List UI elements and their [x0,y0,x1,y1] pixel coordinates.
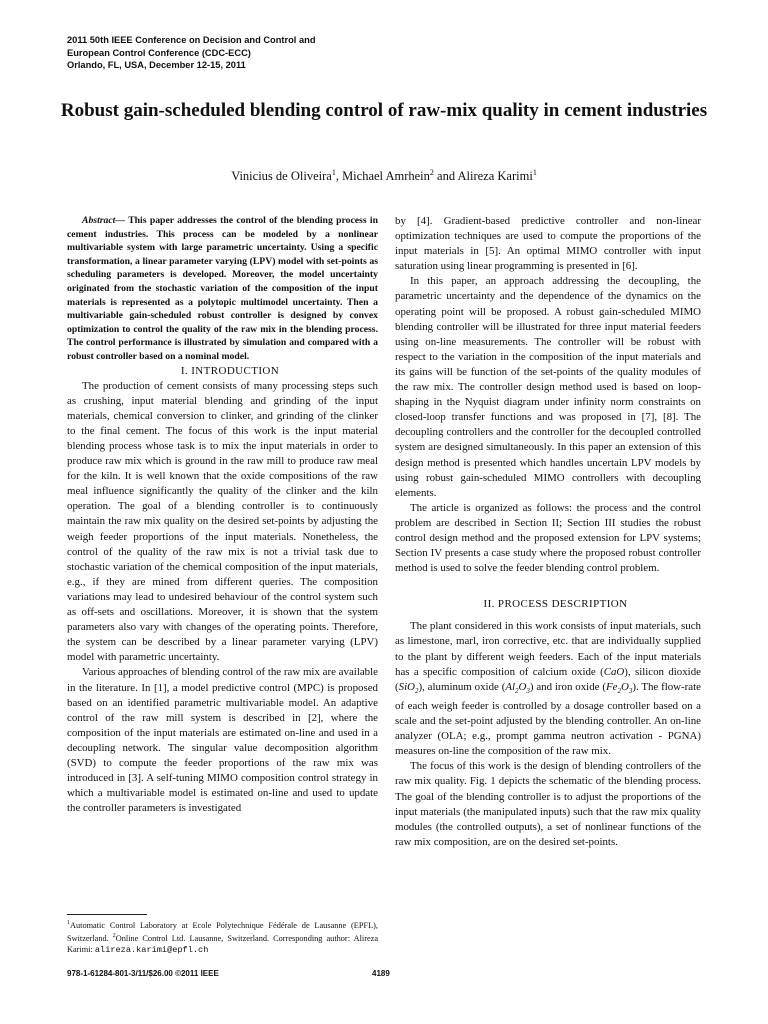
process-paragraph: The focus of this work is the design of blending controllers of the raw mix quality. Fig. 1 depicts the schematic of the blending process. The goal of the blending controller is to adjust the proportions of the input materials (the manipulated inputs) such that the raw mix quality modules (the controlled outputs), a set of nonlinear functions of the raw mix composition, are on the desired set-points. [395,760,701,848]
author-list [60,168,708,184]
author-name: Alireza Karimi [457,169,533,184]
conference-line-1: 2011 50th IEEE Conference on Decision and Control and [67,35,316,45]
author-name: Michael Amrhein [342,169,430,184]
footnote-text: Automatic Control Laboratory at Ecole Polytechnique Fédérale de Lausanne (EPFL), Switzerland. [67,920,378,944]
formula-subscript: 2 [617,686,621,695]
intro-paragraph: Various approaches of blending control of the raw mix are available in the literature. In [1], a model predictive control (MPC) is proposed based on an identified parametric multivariable model. An adaptive control of the raw mill system is described in [2], where the composition of the input materials are estimated on-line and used in a decoupling network. The singular value decomposition algorithm (SVD) to compute the feeder proportions of the raw mix was introduced in [3]. A self-tuning MIMO composition control strategy in which a multivariable model is estimated on-line and used to update the controller parameters is investigated [67,666,378,815]
formula-part: Al [505,680,516,693]
footnote-mark: 2 [112,933,116,940]
affiliation-mark: 2 [429,168,434,177]
intro-paragraph: The production of cement consists of many processing steps such as crushing, input material blending and grinding of the input materials, chemical conversion to clinker, and grinding of the clinker to the final cement. The focus of this work is the input material blending process whose task is to mix the input materials in order to produce raw mix which is ground in the raw mill to produce raw meal for the kiln. It is well known that the oxide compositions of the raw meal influence significantly the quality of the clinker and the kiln operation. The goal of a blending controller is to continuously maintain the raw mix quality on the desired set-points by adjusting the weigh feeder proportions of the input materials. Nonetheless, the control of the quality of the raw mix is not a trivial task due to stochastic variation of the chemical composition of the input materials, e.g., if they are mined from different queries. The composition variations may lead to undesired behaviour of the control system such as off-sets and oscillations. Moreover, it is shown that the system parameters also vary with changes of the operating points. Therefore, the system can be described by a linear parameter varying (LPV) model with parametric uncertainty. [67,379,378,664]
conference-line-2: European Control Conference (CDC-ECC) [67,47,251,58]
section-heading-process-description: II. PROCESS DESCRIPTION [483,598,628,611]
formula-subscript: 3 [526,686,530,695]
process-text: ) and iron oxide ( [529,680,606,693]
footer-isbn: 978-1-61284-801-3/11/$26.00 ©2011 IEEE [67,969,219,978]
intro-paragraph: The article is organized as follows: the process and the control problem are described in Section II; Section III studies the robust control design method and the proposed extension for LPV systems; Section IV presents a case study where the proposed robust controller method is used to solve the feeder blending control problem. [395,501,701,575]
process-paragraph [395,619,701,759]
formula-subscript: 3 [628,686,633,695]
footnote-mark: 1 [67,920,70,926]
left-column [67,214,378,816]
formula-part: O [620,680,629,693]
formula-subscript: 2 [515,686,519,695]
author-name: Vinicius de Oliveira [231,169,332,184]
abstract [67,214,378,364]
section-heading-introduction: I. INTRODUCTION [180,364,280,377]
right-column [395,214,701,850]
formula-part: SiO [398,680,415,693]
conference-header [67,34,316,72]
conference-line-3: Orlando, FL, USA, December 12-15, 2011 [67,60,246,70]
abstract-text: This paper addresses the control of the blending process in cement industries. This process can be modeled by a nonlinear multivariable system with large parametric uncertainty. Using a specific transformation, a linear parameter varying (LPV) model with set-points as scheduling parameters is developed. Moreover, the model uncertainty originated from the stochastic variation of the composition of the input materials is represented as a polytopic multimodel uncertainty. Then a multivariable gain-scheduled robust controller is designed by convex optimization to control the quality of the raw mix in the blending process. The control performance is illustrated by simulation and compared with a robust controller based on a nominal model. [67,215,378,362]
formula-cao: CaO [603,665,625,678]
formula-al2o3 [505,681,530,693]
author-separator: , [335,169,343,184]
page-number: 4189 [372,969,390,978]
paper-title: Robust gain-scheduled blending control of raw-mix quality in cement industries [60,100,708,121]
formula-part: Fe [605,680,618,693]
abstract-label: Abstract— [82,215,126,226]
process-text: ). The flow-rate of each weigh feeder is controlled by a dosage controller based on a scale and the set-point adjusted by the blending controller. An on-line analyzer (OLA; e.g., prompt gamma neutron activation - PGNA) measures on-line the composition of the raw mix. [395,680,701,758]
footnote [67,914,378,955]
author-separator: and [433,169,458,184]
formula-part: O [518,680,527,693]
footnote-text: Online Control Ltd. Lausanne, Switzerland. Corresponding author: Alireza Karimi: [67,934,379,954]
formula-fe2o3 [606,681,632,693]
formula-subscript: 2 [414,686,419,695]
process-text: The plant considered in this work consists of input materials, such as limestone, marl, iron corrective, etc. that are individually supplied to the plant by different weigh feeders. Each of the input materials has a specific composition of calcium oxide ( [395,620,701,678]
formula-sio2 [399,681,419,693]
corresponding-email: alireza.karimi@epfl.ch [94,944,209,955]
process-text: ), aluminum oxide ( [418,680,506,693]
affiliation-mark: 1 [331,168,336,177]
affiliation-mark: 1 [532,168,537,177]
footnote-rule [67,914,147,915]
intro-paragraph: In this paper, an approach addressing the decoupling, the parametric uncertainty and the dependence of the dynamics on the operating point will be proposed. A robust gain-scheduled MIMO blending controller will be illustrated for three input material feeders using on-line measurements. The controller will be robust with respect to the variation in the composition of the input materials and its gains will be function of the set-points of the quality modules of the raw mix. The controller design method used is based on loop-shaping in the Nyquist diagram under infinity norm constraints on closed-loop transfer functions and was proposed in [7], [8]. The decoupling controllers and the controller for the decoupled controlled system are designed simultaneously. In this paper an extension of this design method is presented which handles uncertain LPV models by using robust gain-scheduled MIMO controllers with decoupling elements. [395,275,701,499]
intro-continuation: by [4]. Gradient-based predictive controller and non-linear optimization techniques are used to compute the proportions of the input materials in [5]. An optimal MIMO controller with input saturation using linear programming is presented in [6]. [395,215,701,273]
process-text: ), silicon dioxide ( [395,665,701,693]
